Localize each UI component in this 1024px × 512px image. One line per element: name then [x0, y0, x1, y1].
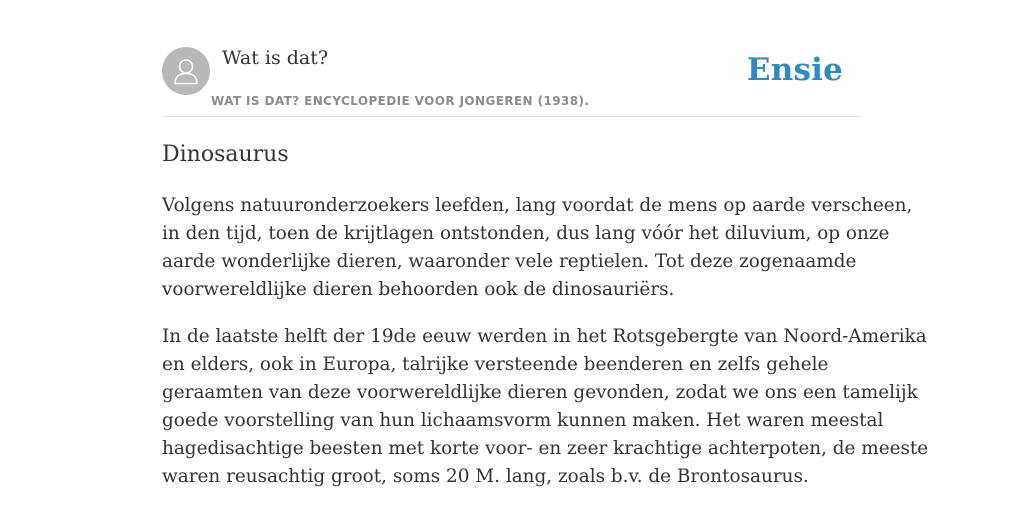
paragraph-line: In de laatste helft der 19de eeuw werden in het Rotsgebergte van Noord-Amerika — [162, 326, 927, 347]
source-title[interactable]: Wat is dat? — [222, 47, 329, 69]
paragraph-line: geraamten van deze voorwereldlijke dieren gevonden, zodat we ons een tamelijk — [162, 382, 918, 403]
paragraph-line: aarde wonderlijke dieren, waaronder vele reptielen. Tot deze zogenaamde — [162, 251, 857, 272]
source-header — [162, 0, 862, 117]
entry-page — [162, 0, 929, 487]
paragraph-line: goede voorstelling van hun lichaamsvorm kunnen maken. Het waren meestal — [162, 410, 884, 431]
source-subtitle[interactable]: WAT IS DAT? ENCYCLOPEDIE VOOR JONGEREN (1938). — [211, 94, 590, 108]
entry-paragraph-2 — [162, 323, 929, 491]
user-avatar-icon[interactable] — [162, 47, 210, 95]
ensie-logo[interactable]: Ensie — [746, 52, 843, 88]
paragraph-line: waren reusachtig groot, soms 20 M. lang, zoals b.v. de Brontosaurus. — [162, 466, 809, 487]
paragraph-line: voorwereldlijke dieren behoorden ook de dinosauriërs. — [162, 279, 675, 300]
entry-paragraph-1 — [162, 192, 913, 304]
paragraph-line: in den tijd, toen de krijtlagen ontstonden, dus lang vóór het diluvium, op onze — [162, 223, 890, 244]
entry-title: Dinosaurus — [162, 142, 289, 167]
paragraph-line: hagedisachtige beesten met korte voor- en zeer krachtige achterpoten, de meeste — [162, 438, 929, 459]
paragraph-line: en elders, ook in Europa, talrijke versteende beenderen en zelfs gehele — [162, 354, 829, 375]
paragraph-line: Volgens natuuronderzoekers leefden, lang voordat de mens op aarde verscheen, — [162, 195, 913, 216]
